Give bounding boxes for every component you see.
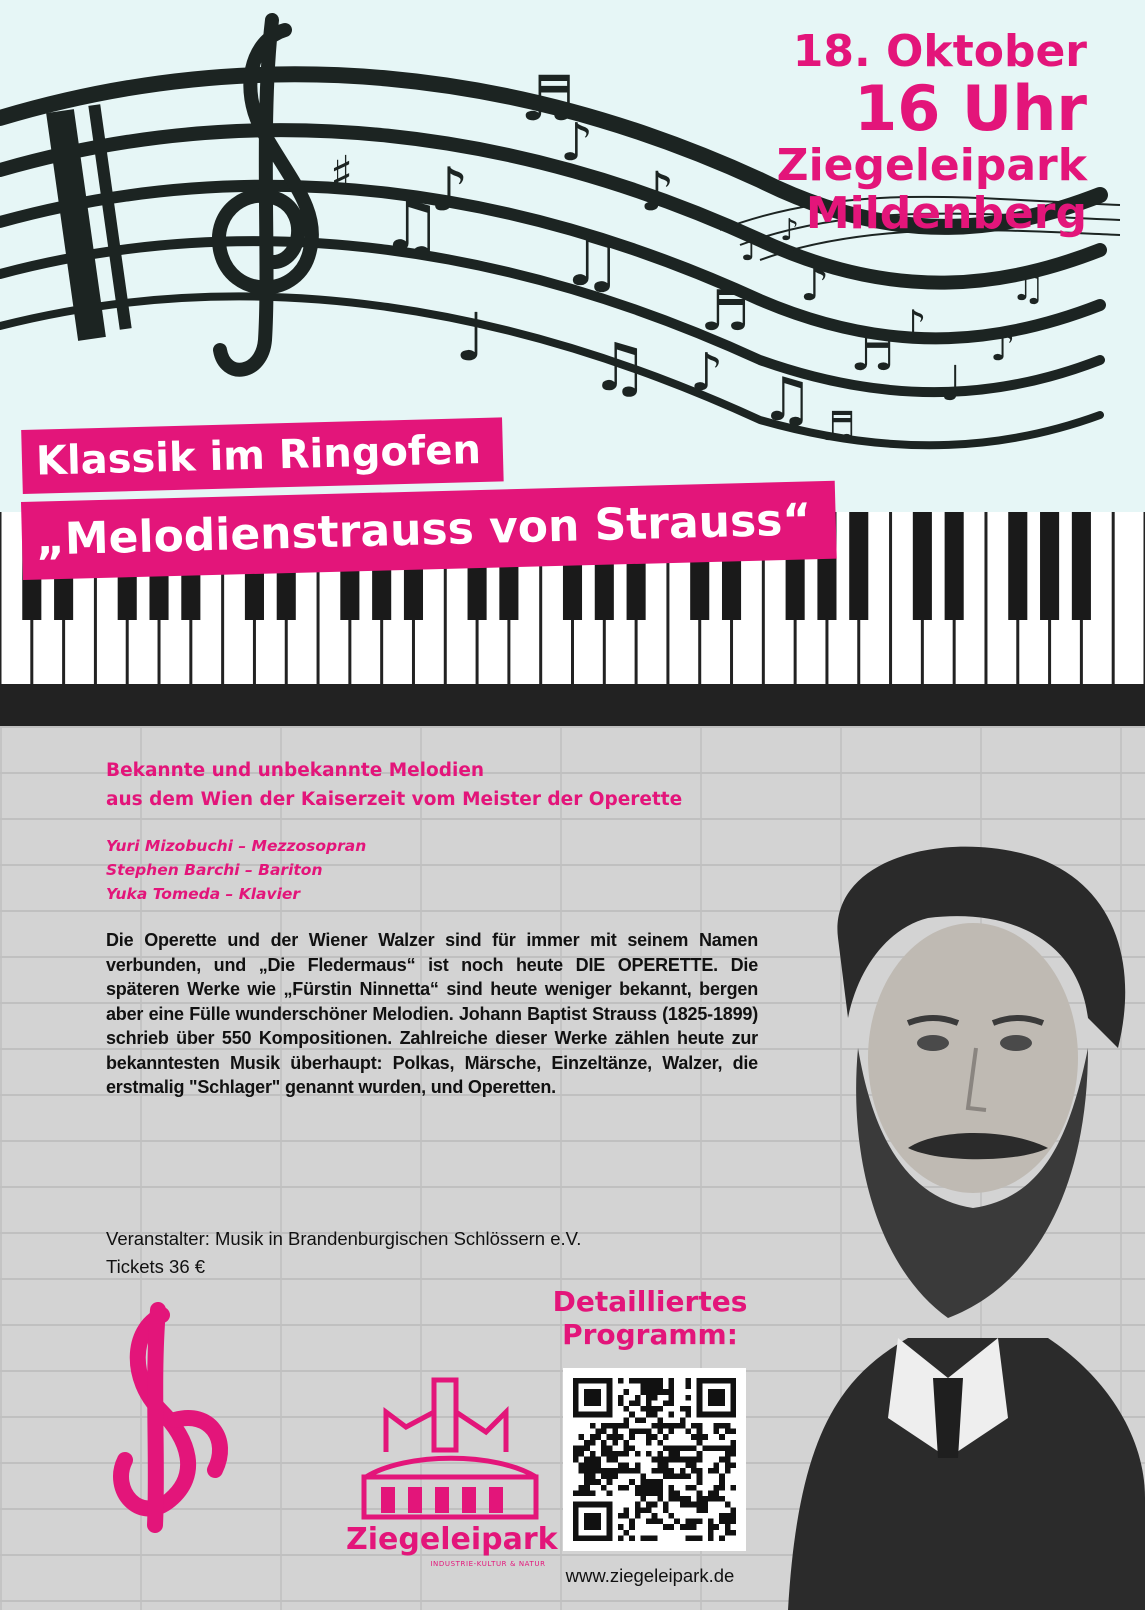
svg-text:♬: ♬ <box>520 62 576 135</box>
svg-text:♫: ♫ <box>380 185 443 267</box>
svg-text:♬: ♬ <box>850 324 895 382</box>
piano-black-key <box>849 512 868 620</box>
performer-item: Yuka Tomeda – Klavier <box>106 885 301 903</box>
qr-code[interactable] <box>563 1368 746 1551</box>
ticket-price: Tickets 36 € <box>106 1256 206 1277</box>
svg-text:♪: ♪ <box>740 228 763 269</box>
organizer-info <box>106 1225 581 1281</box>
event-date: 18. Oktober <box>792 26 1087 77</box>
strauss-portrait-image <box>748 818 1145 1610</box>
svg-text:♬: ♬ <box>700 279 751 344</box>
website-link[interactable]: www.ziegeleipark.de <box>565 1565 735 1586</box>
svg-text:♩: ♩ <box>455 299 487 376</box>
svg-text:♫: ♫ <box>1010 264 1046 310</box>
svg-text:♪: ♪ <box>780 213 800 248</box>
piano-black-key <box>945 512 964 620</box>
svg-text:♩: ♩ <box>940 356 963 412</box>
subtitle-line2: aus dem Wien der Kaiserzeit vom Meister der Operette <box>106 789 683 810</box>
performer-item: Yuri Mizobuchi – Mezzosopran <box>106 837 367 855</box>
svg-text:♪: ♪ <box>900 301 927 350</box>
svg-text:♫: ♫ <box>760 365 814 435</box>
program-heading-line1: Detailliertes <box>552 1285 748 1318</box>
svg-text:♪: ♪ <box>640 160 675 223</box>
svg-text:♬: ♬ <box>820 404 856 450</box>
treble-clef-logo-icon <box>100 1300 240 1540</box>
piano-black-key <box>1072 512 1091 620</box>
main-content <box>106 756 758 1100</box>
event-venue-line2: Mildenberg <box>805 187 1087 239</box>
qr-code-icon <box>573 1378 736 1541</box>
svg-text:♪: ♪ <box>560 113 594 173</box>
organizer-text: Veranstalter: Musik in Brandenburgischen Schlössern e.V. <box>106 1228 582 1249</box>
description-paragraph: Die Operette und der Wiener Walzer sind für immer mit seinem Namen verbunden, und „Die Fledermaus“ ist noch heute DIE OPERETTE. Die späteren Werke wie „Fürstin Ninnetta“ sind heute weniger bekannt, bergen aber eine Fülle wunderschöner Melodien. Johann Baptist Strauss (1825-1899) schrieb über 550 Kompositionen. Zahlreiche dieser Werke zählen heute zur bekanntesten Musik überhaupt: Polkas, Märsche, Einzeltänze, Walzer, die erstmalig "Schlager" genannt wurden, und Operetten. <box>106 930 758 1097</box>
piano-base-bar <box>0 684 1145 726</box>
svg-text:♪: ♪ <box>690 343 724 403</box>
svg-text:♫: ♫ <box>590 329 650 406</box>
svg-text:♪: ♪ <box>990 324 1016 370</box>
program-heading-line2: Programm: <box>562 1318 738 1351</box>
svg-text:♯: ♯ <box>330 146 354 202</box>
program-heading <box>550 1285 750 1351</box>
event-time: 16 Uhr <box>854 71 1087 145</box>
title-banner-line1: Klassik im Ringofen <box>21 417 503 494</box>
svg-text:♪: ♪ <box>430 155 469 225</box>
event-venue-line1: Ziegeleipark <box>776 140 1087 192</box>
svg-text:♪: ♪ <box>800 257 830 311</box>
title-banner-line2: „Melodienstrauss von Strauss“ <box>21 481 836 580</box>
ziegeleipark-logo-tagline: INDUSTRIE-KULTUR & NATUR <box>430 1560 546 1568</box>
subtitle-line1: Bekannte und unbekannte Melodien <box>106 760 485 781</box>
piano-black-key <box>913 512 932 620</box>
event-info <box>777 28 1087 238</box>
performers-list <box>106 834 758 906</box>
ziegeleipark-logo-text: Ziegeleipark <box>346 1522 558 1557</box>
performer-item: Stephen Barchi – Bariton <box>106 861 323 879</box>
svg-text:♫: ♫ <box>560 220 623 302</box>
piano-black-key <box>1008 512 1027 620</box>
piano-black-key <box>1040 512 1059 620</box>
